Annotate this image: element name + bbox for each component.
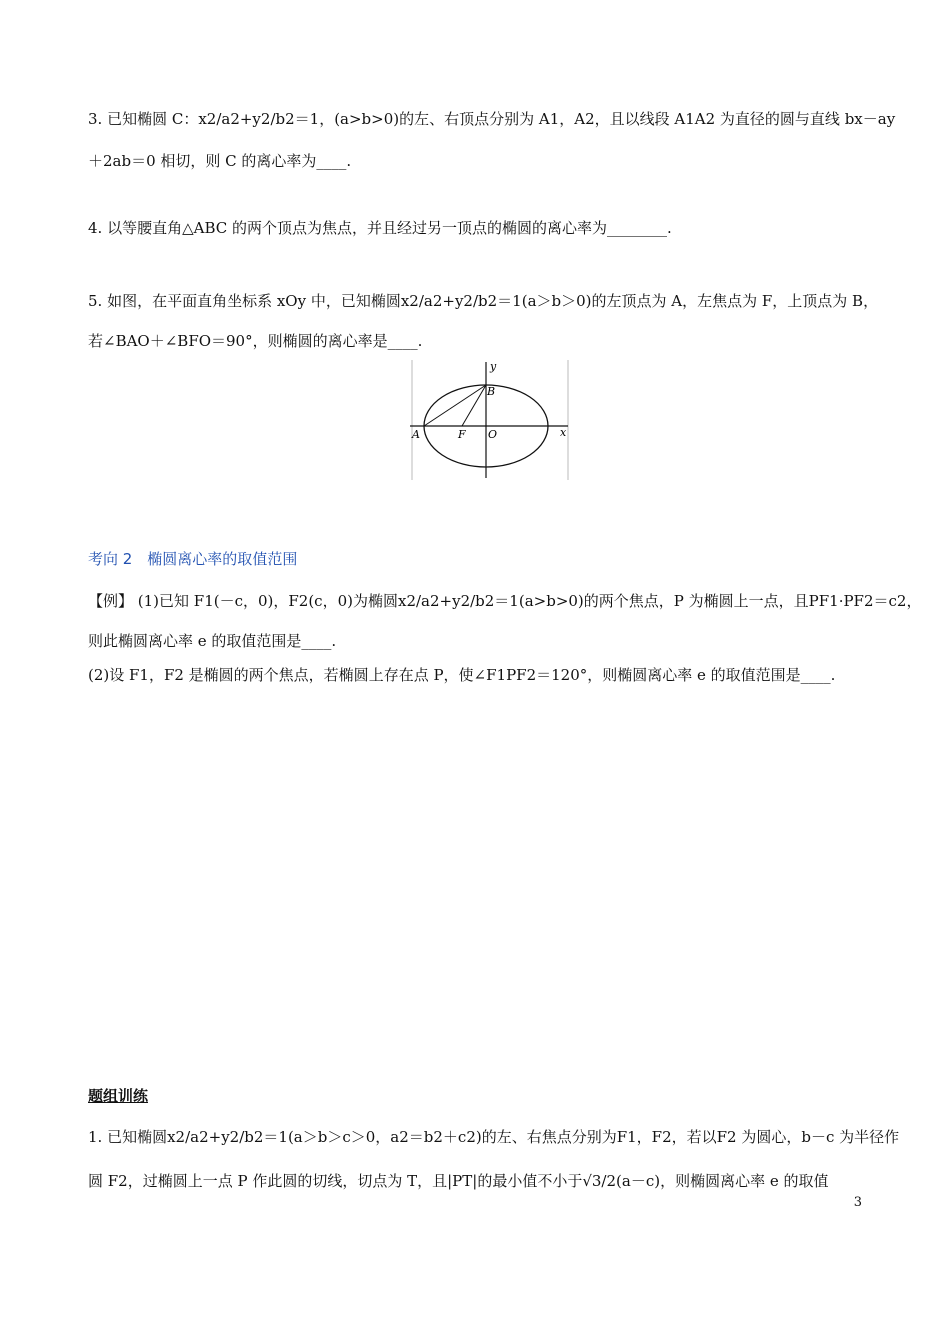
problem-4-line-1: 4. 以等腰直角△ABC 的两个顶点为焦点，并且经过另一顶点的椭圆的离心率为________.	[88, 219, 672, 237]
label-A: A	[412, 428, 420, 441]
problem-5-line-1: 5. 如图，在平面直角坐标系 xOy 中，已知椭圆x2/a2+y2/b2＝1(a＞b＞0)的左顶点为 A，左焦点为 F，上顶点为 B，	[88, 292, 879, 310]
problem-3-line-1: 3. 已知椭圆 C：x2/a2+y2/b2＝1，(a>b>0)的左、右顶点分别为 A1，A2，且以线段 A1A2 为直径的圆与直线 bx－ay	[88, 110, 896, 128]
segment-FB	[462, 385, 486, 426]
example-line-3: (2)设 F1，F2 是椭圆的两个焦点，若椭圆上存在点 P，使∠F1PF2＝120°，则椭圆离心率 e 的取值范围是____.	[88, 666, 836, 684]
example-line-2: 则此椭圆离心率 e 的取值范围是____.	[88, 632, 337, 650]
label-x: x	[560, 426, 567, 439]
label-B: B	[487, 385, 496, 398]
ellipse-figure	[410, 360, 570, 480]
training-heading: 题组训练	[88, 1087, 149, 1105]
problem-5-line-2: 若∠BAO＋∠BFO＝90°，则椭圆的离心率是____.	[88, 332, 423, 350]
page-number: 3	[853, 1195, 862, 1210]
example-line-1: 【例】 (1)已知 F1(－c，0)，F2(c，0)为椭圆x2/a2+y2/b2＝1(a>b>0)的两个焦点，P 为椭圆上一点，且PF1·PF2＝c2，	[88, 592, 922, 610]
label-y: y	[490, 360, 497, 373]
training-line-1: 1. 已知椭圆x2/a2+y2/b2＝1(a＞b＞c＞0，a2＝b2＋c2)的左、右焦点分别为F1，F2，若以F2 为圆心，b－c 为半径作	[88, 1128, 900, 1146]
label-F: F	[458, 428, 466, 441]
problem-3-line-2: ＋2ab＝0 相切，则 C 的离心率为____.	[88, 152, 352, 170]
label-O: O	[488, 428, 498, 441]
training-line-2: 圆 F2，过椭圆上一点 P 作此圆的切线，切点为 T，且|PT|的最小值不小于√3/2(a－c)，则椭圆离心率 e 的取值	[88, 1172, 829, 1190]
segment-AB	[424, 385, 486, 426]
section-heading-2: 考向 2 椭圆离心率的取值范围	[88, 550, 298, 568]
